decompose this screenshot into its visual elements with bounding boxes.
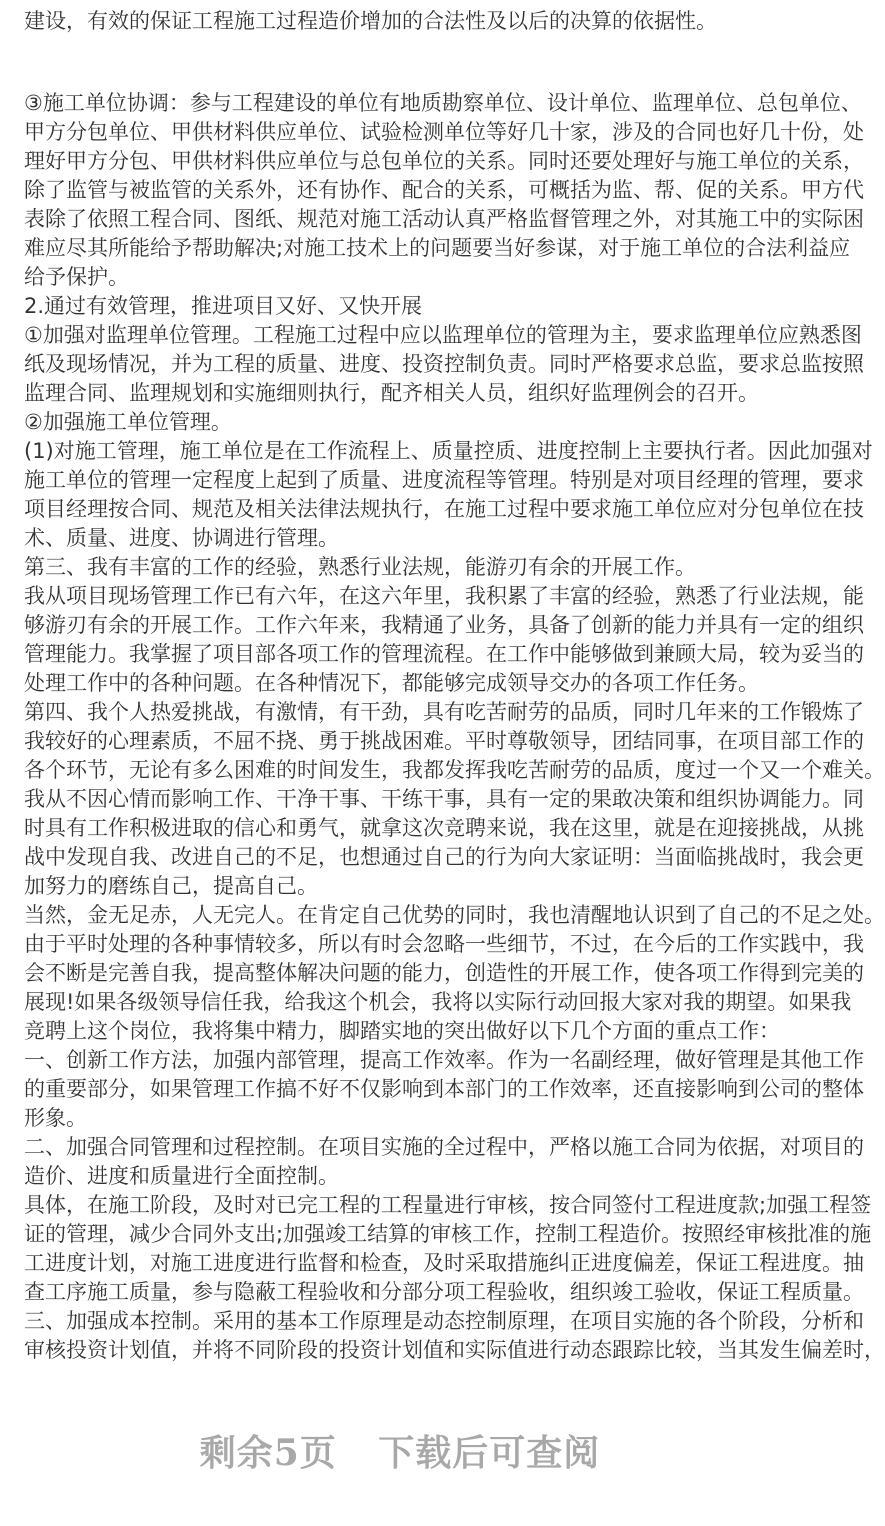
text-line: 施工单位的管理一定程度上起到了质量、进度流程等管理。特别是对项目经理的管理，要求	[24, 468, 864, 492]
text-line: 由于平时处理的各种事情较多，所以有时会忽略一些细节，不过，在今后的工作实践中，我	[24, 932, 864, 956]
text-line: ①加强对监理单位管理。工程施工过程中应以监理单位的管理为主，要求监理单位应熟悉图	[24, 323, 862, 347]
text-line: 三、加强成本控制。采用的基本工作原理是动态控制原理，在项目实施的各个阶段，分析和	[24, 1309, 864, 1333]
paragraph	[24, 1046, 864, 1133]
text-line: 各个环节，无论有多么困难的时间发生，我都发挥我吃苦耐劳的品质，度过一个又一个难关。	[24, 758, 885, 782]
paragraph	[24, 321, 864, 408]
text-line: 除了监管与被监管的关系外，还有协作、配合的关系，可概括为监、帮、促的关系。甲方代	[24, 178, 864, 202]
text-line: ②加强施工单位管理。	[24, 410, 232, 434]
remaining-pages-text: 剩余5页	[199, 1432, 337, 1474]
text-line: ③施工单位协调：参与工程建设的单位有地质勘察单位、设计单位、监理单位、总包单位、	[24, 91, 862, 115]
text-line: 的重要部分，如果管理工作搞不好不仅影响到本部门的工作效率，还直接影响到公司的整体	[24, 1077, 864, 1101]
paragraph	[24, 553, 776, 582]
text-line: 我从项目现场管理工作已有六年，在这六年里，我积累了丰富的经验，熟悉了行业法规，能	[24, 584, 864, 608]
text-line: 当然，金无足赤，人无完人。在肯定自己优势的同时，我也清醒地认识到了自己的不足之处。	[24, 903, 885, 927]
text-line: 管理能力。我掌握了项目部各项工作的管理流程。在工作中能够做到兼顾大局，较为妥当的	[24, 642, 864, 666]
text-line: 二、加强合同管理和过程控制。在项目实施的全过程中，严格以施工合同为依据，对项目的	[24, 1135, 864, 1159]
text-line: 监理合同、监理规划和实施细则执行，配齐相关人员，组织好监理例会的召开。	[24, 381, 759, 405]
document-body	[24, 7, 885, 1365]
paragraph	[24, 408, 776, 437]
text-line: 竞聘上这个岗位，我将集中精力，脚踏实地的突出做好以下几个方面的重点工作：	[24, 1019, 780, 1043]
download-prompt-text[interactable]: 下载后可查阅	[378, 1432, 601, 1474]
text-line: 我较好的心理素质，不屈不挠、勇于挑战困难。平时尊敬领导，团结同事，在项目部工作的	[24, 729, 864, 753]
text-line: (1)对施工管理，施工单位是在工作流程上、质量控质、进度控制上主要执行者。因此加强对	[24, 439, 873, 463]
text-line: 审核投资计划值，并将不同阶段的投资计划值和实际值进行动态跟踪比较，当其发生偏差时，	[24, 1338, 885, 1362]
text-line: 会不断是完善自我，提高整体解决问题的能力，创造性的开展工作，使各项工作得到完美的	[24, 961, 864, 985]
text-line: 时具有工作积极进取的信心和勇气，就拿这次竞聘来说，我在这里，就是在迎接挑战，从挑	[24, 816, 864, 840]
text-line: 一、创新工作方法，加强内部管理，提高工作效率。作为一名副经理，做好管理是其他工作	[24, 1048, 864, 1072]
text-line: 建设，有效的保证工程施工过程造价增加的合法性及以后的决算的依据性。	[24, 9, 717, 33]
text-line: 我从不因心情而影响工作、干净干事、干练干事，具有一定的果敢决策和组织协调能力。同	[24, 787, 864, 811]
text-line: 证的管理，减少合同外支出;加强竣工结算的审核工作，控制工程造价。按照经审核批准的施	[24, 1222, 872, 1246]
text-line: 形象。	[24, 1106, 87, 1130]
text-line: 2.通过有效管理，推进项目又好、又快开展	[24, 294, 423, 318]
paragraph	[24, 698, 885, 901]
text-line: 理好甲方分包、甲供材料供应单位与总包单位的关系。同时还要处理好与施工单位的关系，	[24, 149, 864, 173]
text-line: 术、质量、进度、协调进行管理。	[24, 526, 339, 550]
text-line: 加努力的磨练自己，提高自己。	[24, 874, 318, 898]
paragraph	[24, 437, 873, 553]
paragraph	[24, 7, 776, 36]
paragraph	[24, 1191, 872, 1307]
text-line: 甲方分包单位、甲供材料供应单位、试验检测单位等好几十家，涉及的合同也好几十份，处	[24, 120, 864, 144]
text-line: 具体，在施工阶段，及时对已完工程的工程量进行审核，按合同签付工程进度款;加强工程签	[24, 1193, 872, 1217]
text-line: 处理工作中的各种问题。在各种情况下，都能够完成领导交办的各项工作任务。	[24, 671, 759, 695]
text-line: 难应尽其所能给予帮助解决;对施工技术上的问题要当好参谋，对于施工单位的合法利益应	[24, 236, 851, 260]
text-line: 展现!如果各级领导信任我，给我这个机会，我将以实际行动回报大家对我的期望。如果我	[24, 990, 852, 1014]
text-line: 表除了依照工程合同、图纸、规范对施工活动认真严格监督管理之外，对其施工中的实际困	[24, 207, 864, 231]
text-line: 工进度计划，对施工进度进行监督和检查，及时采取措施纠正进度偏差，保证工程进度。抽	[24, 1251, 864, 1275]
text-line: 造价、进度和质量进行全面控制。	[24, 1164, 339, 1188]
paragraph	[24, 89, 864, 292]
text-line: 纸及现场情况，并为工程的质量、进度、投资控制负责。同时严格要求总监，要求总监按照	[24, 352, 864, 376]
paragraph	[24, 292, 776, 321]
paywall-banner[interactable]	[0, 1425, 800, 1476]
text-line: 第四、我个人热爱挑战，有激情，有干劲，具有吃苦耐劳的品质，同时几年来的工作锻炼了	[24, 700, 864, 724]
paragraph	[24, 1307, 885, 1365]
paragraph	[24, 582, 864, 698]
text-line: 第三、我有丰富的工作的经验，熟悉行业法规，能游刃有余的开展工作。	[24, 555, 696, 579]
text-line: 够游刃有余的开展工作。工作六年来，我精通了业务，具备了创新的能力并具有一定的组织	[24, 613, 864, 637]
text-line: 战中发现自我、改进自己的不足，也想通过自己的行为向大家证明：当面临挑战时，我会更	[24, 845, 864, 869]
text-line: 给予保护。	[24, 265, 129, 289]
paragraph-spacer	[24, 36, 776, 89]
text-line: 查工序施工质量，参与隐蔽工程验收和分部分项工程验收，组织竣工验收，保证工程质量。	[24, 1280, 864, 1304]
paragraph	[24, 1133, 864, 1191]
text-line: 项目经理按合同、规范及相关法律法规执行，在施工过程中要求施工单位应对分包单位在技	[24, 497, 864, 521]
paragraph	[24, 901, 885, 1046]
